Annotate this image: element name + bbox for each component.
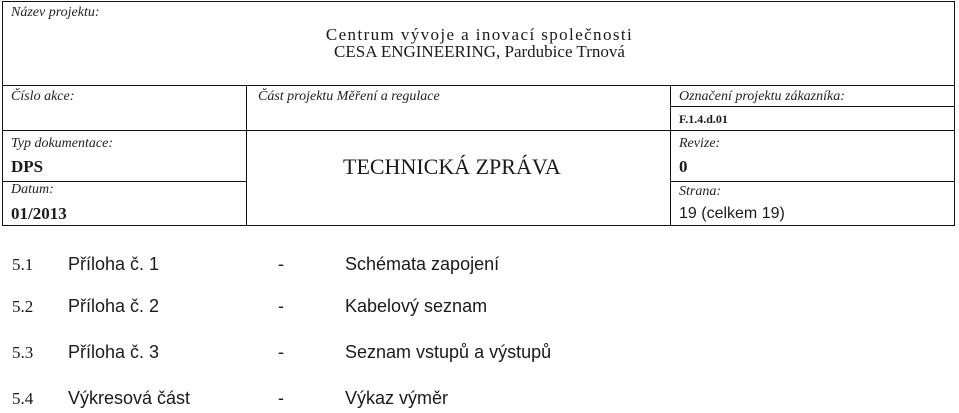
attachment-number: 5.4 xyxy=(12,389,34,408)
customer-project-label: Označení projektu zákazníka: xyxy=(679,89,845,104)
date-value: 01/2013 xyxy=(11,204,67,223)
attachment-description: Seznam vstupů a výstupů xyxy=(345,342,552,362)
company-location: CESA ENGINEERING, Pardubice Trnová xyxy=(334,42,625,61)
list-item xyxy=(0,388,959,412)
page-label: Strana: xyxy=(679,184,721,199)
attachment-description: Kabelový seznam xyxy=(345,296,488,316)
list-item xyxy=(0,254,959,278)
attachment-separator: - xyxy=(278,342,284,362)
project-part-label: Část projektu Měření a regulace xyxy=(258,89,440,104)
divider xyxy=(670,85,671,226)
attachment-name: Příloha č. 3 xyxy=(68,342,160,362)
title-block xyxy=(2,1,955,226)
doc-type-label: Typ dokumentace: xyxy=(11,136,113,151)
attachment-separator: - xyxy=(278,254,284,274)
attachment-number: 5.2 xyxy=(12,297,34,316)
divider xyxy=(3,85,954,86)
action-number-label: Číslo akce: xyxy=(11,89,75,104)
revision-label: Revize: xyxy=(679,136,721,151)
attachment-name: Příloha č. 1 xyxy=(68,254,160,274)
divider xyxy=(670,106,954,107)
attachment-separator: - xyxy=(278,296,284,316)
divider xyxy=(670,181,954,182)
attachment-number: 5.1 xyxy=(12,255,34,274)
revision-value: 0 xyxy=(679,157,688,176)
customer-project-value: F.1.4.d.01 xyxy=(679,112,728,126)
list-item xyxy=(0,342,959,366)
attachment-description: Výkaz výměr xyxy=(345,388,449,408)
list-item xyxy=(0,296,959,320)
attachment-description: Schémata zapojení xyxy=(345,254,500,274)
project-name-label: Název projektu: xyxy=(11,5,100,20)
attachment-separator: - xyxy=(278,388,284,408)
divider xyxy=(3,130,954,131)
attachment-name: Výkresová část xyxy=(68,388,191,408)
page-value: 19 (celkem 19) xyxy=(679,205,785,222)
doc-type-value: DPS xyxy=(11,157,44,176)
divider xyxy=(246,85,247,226)
date-label: Datum: xyxy=(11,182,54,197)
document-title: TECHNICKÁ ZPRÁVA xyxy=(343,154,561,179)
company-name: Centrum vývoje a inovací společnosti xyxy=(325,25,634,44)
attachment-name: Příloha č. 2 xyxy=(68,296,160,316)
attachment-number: 5.3 xyxy=(12,343,34,362)
